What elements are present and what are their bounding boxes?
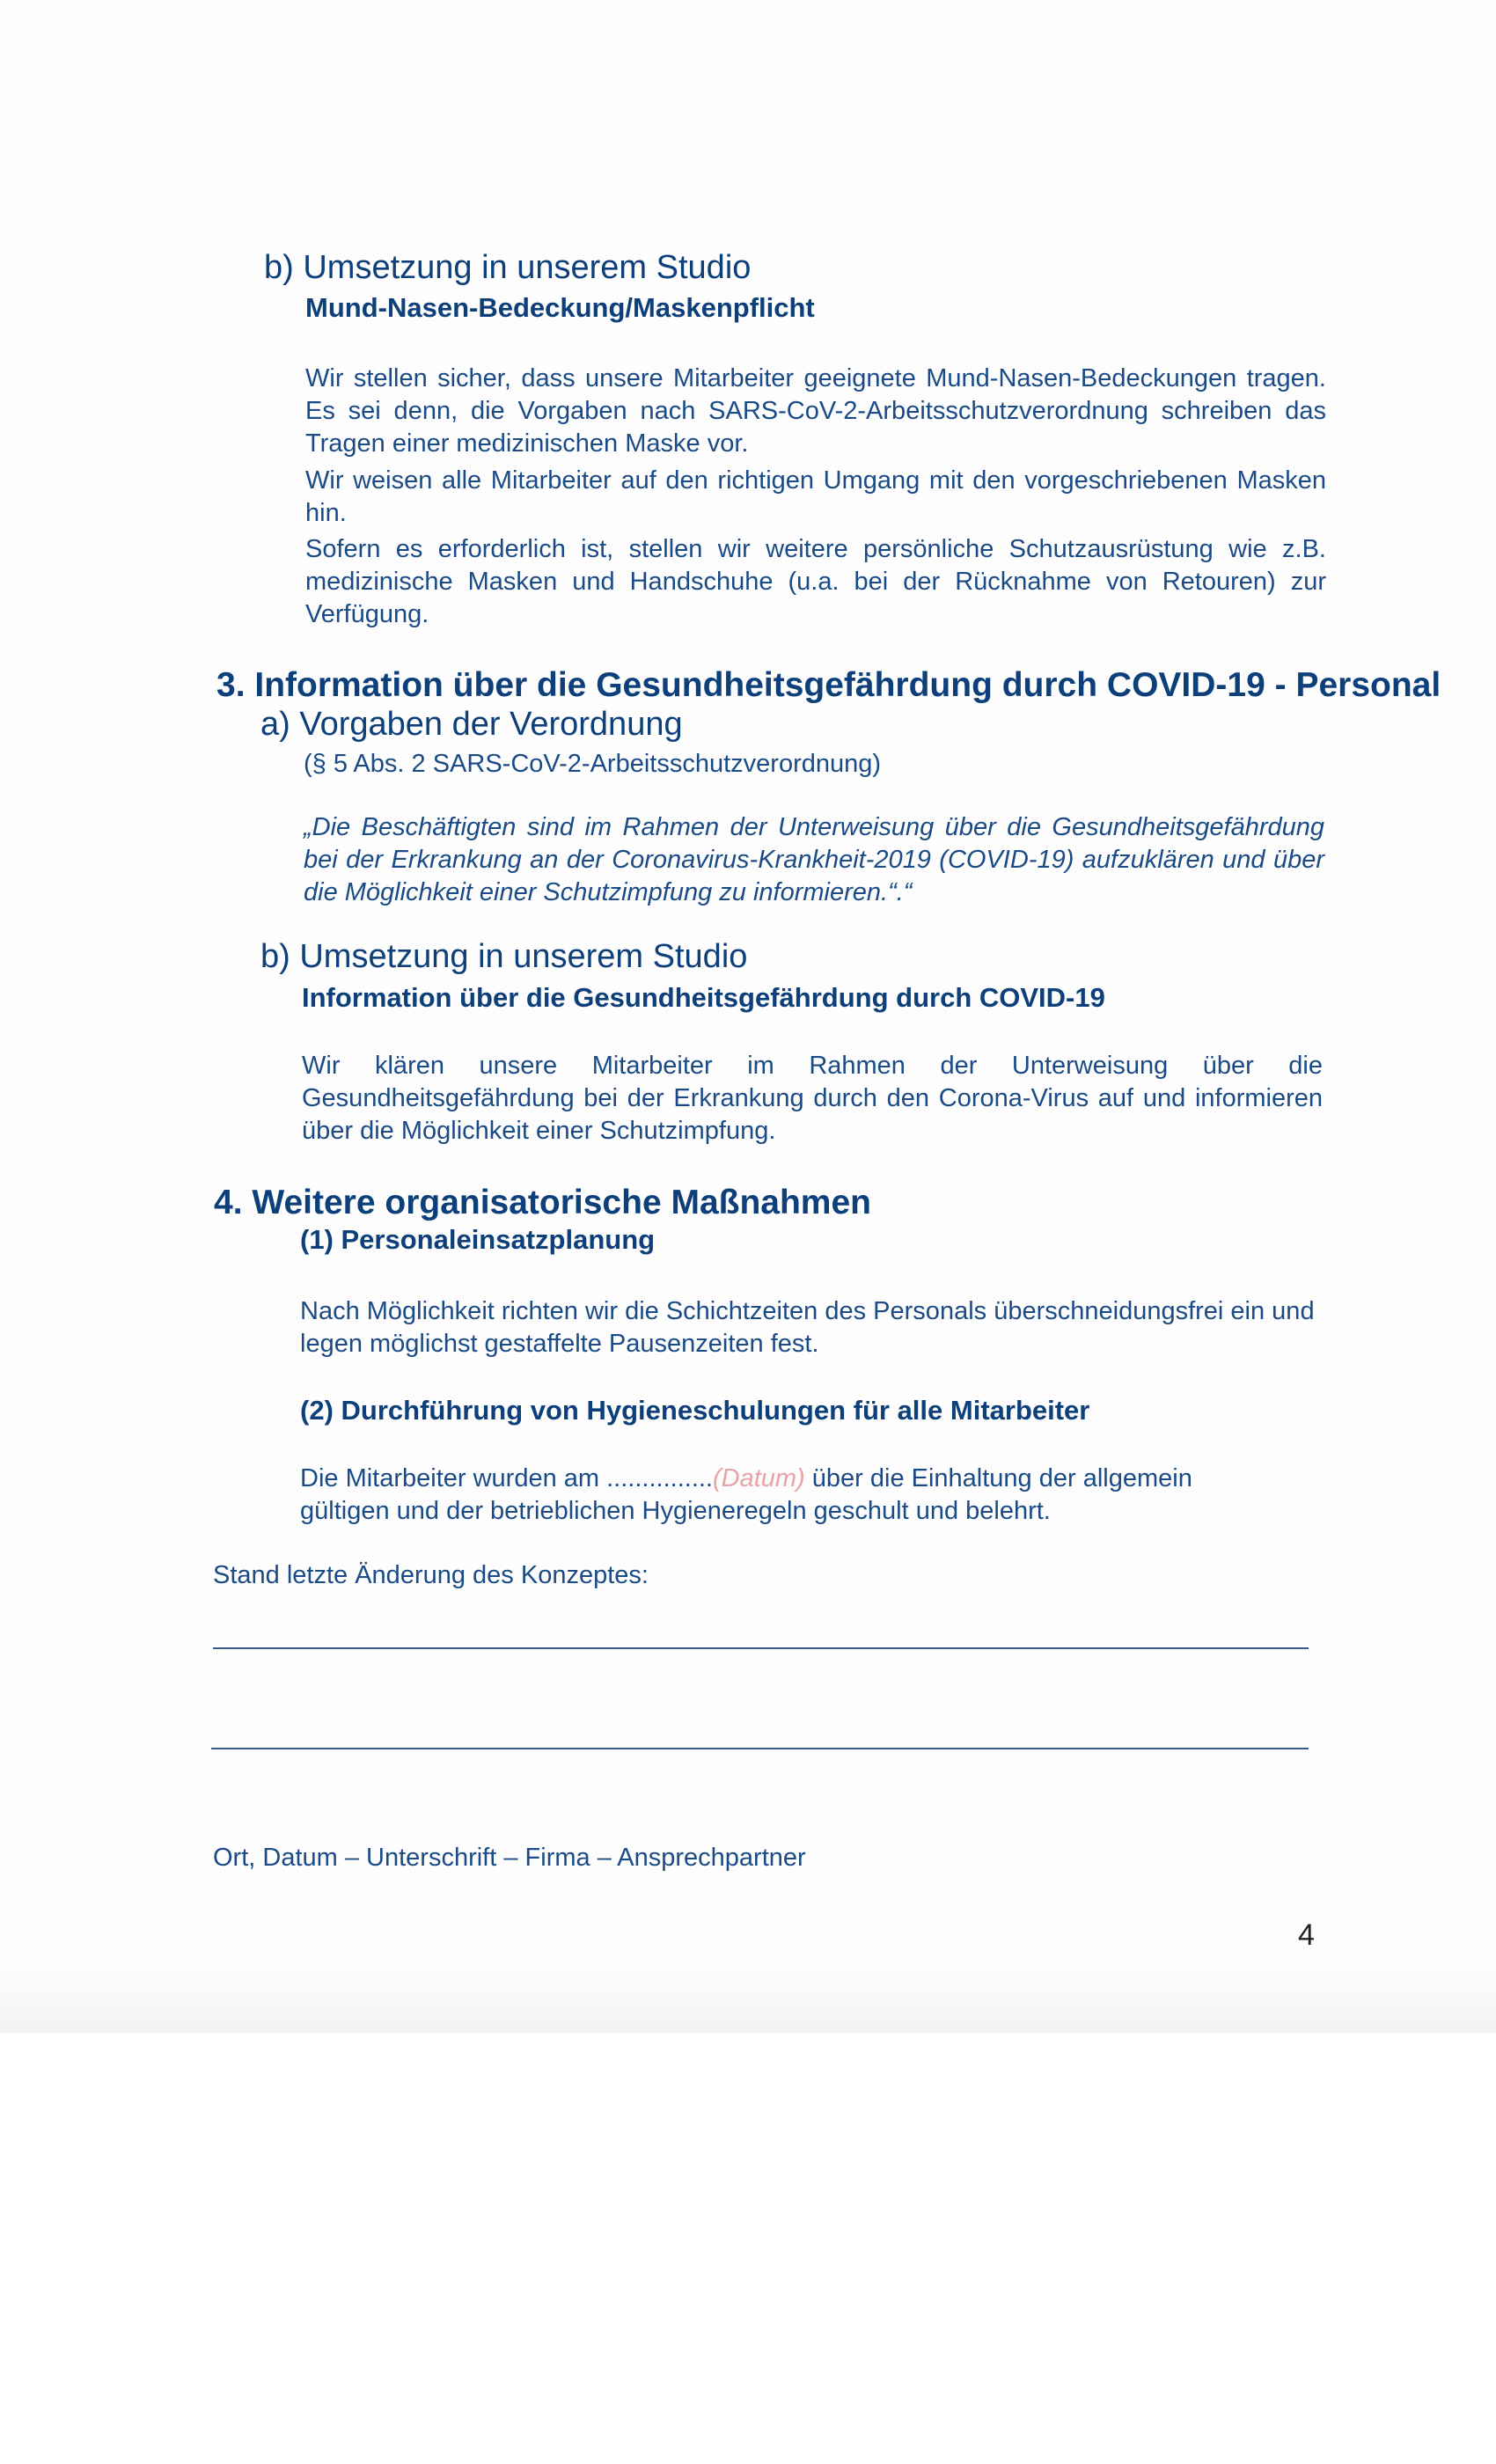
section-4-sub1-title: (1) Personaleinsatzplanung bbox=[300, 1224, 656, 1255]
section-4-sub2-title: (2) Durchführung von Hygieneschulungen für alle Mitarbeiter bbox=[300, 1395, 1090, 1426]
part-b1-letter: b) bbox=[264, 249, 294, 286]
section-4-sub1-text: Nach Möglichkeit richten wir die Schichtzeiten des Personals überschneidungsfrei ein und legen möglichst gestaffelte Pausenzeiten fest. bbox=[300, 1297, 1315, 1358]
section-3a-letter: a) bbox=[260, 706, 290, 743]
part-b1-heading bbox=[264, 249, 751, 287]
part-b1-paragraph-3: Sofern es erforderlich ist, stellen wir weitere persönliche Schutzausrüstung wie z.B. medizinische Masken und Handschuhe (u.a. bei der Rücknahme von Retouren) zur Verfügung. bbox=[305, 535, 1326, 628]
section-3a-heading-text: Vorgaben der Verordnung bbox=[299, 706, 683, 743]
section-3b-heading-text: Umsetzung in unserem Studio bbox=[299, 938, 748, 975]
section-3a-quote: „Die Beschäftigten sind im Rahmen der Unterweisung über die Gesundheitsgefährdung bei der Erkrankung an der Coronavirus-Krankheit-2019 (COVID-19) aufzuklären und über die Möglichkeit einer Schutzimpfung zu informieren.“.“ bbox=[304, 813, 1324, 906]
part-b1-paragraph-1: Wir stellen sicher, dass unsere Mitarbeiter geeignete Mund-Nasen-Bedeckungen tragen. Es sei denn, die Vorgaben nach SARS-CoV-2-Arbeitsschutzverordnung schreiben das Tragen einer medizinischen Maske vor. bbox=[305, 364, 1326, 458]
section-3-title: 3. Information über die Gesundheitsgefährdung durch COVID-19 - Personal bbox=[216, 666, 1441, 704]
signature-line-1 bbox=[213, 1647, 1309, 1649]
signature-line-2 bbox=[211, 1748, 1309, 1749]
part-b1-heading-text: Umsetzung in unserem Studio bbox=[303, 249, 752, 286]
section-4-sub2-text-after: über die Einhaltung der allgemein bbox=[804, 1464, 1192, 1492]
date-placeholder: (Datum) bbox=[712, 1464, 805, 1492]
section-4-sub2-text-before: Die Mitarbeiter wurden am ............... bbox=[300, 1464, 713, 1492]
section-3a-reference: (§ 5 Abs. 2 SARS-CoV-2-Arbeitsschutzverordnung) bbox=[304, 750, 882, 778]
part-b1-title: Mund-Nasen-Bedeckung/Maskenpflicht bbox=[305, 292, 815, 323]
scan-edge-shadow bbox=[0, 1962, 1496, 2033]
section-3b-heading bbox=[260, 938, 747, 976]
section-3b-letter: b) bbox=[260, 938, 290, 975]
section-3a-heading bbox=[260, 706, 683, 744]
section-3b-title: Information über die Gesundheitsgefährdung durch COVID-19 bbox=[302, 982, 1105, 1013]
section-3b-text: Wir klären unsere Mitarbeiter im Rahmen der Unterweisung über die Gesundheitsgefährdung bei der Erkrankung durch den Corona-Virus auf und informieren über die Möglichkeit einer Schutzimpfung. bbox=[302, 1052, 1323, 1145]
section-4-sub2-text-line2: gültigen und der betrieblichen Hygieneregeln geschult und belehrt. bbox=[300, 1497, 1051, 1525]
page-number: 4 bbox=[1298, 1918, 1315, 1952]
section-4-sub2-text bbox=[300, 1463, 1321, 1528]
blank-area bbox=[0, 2033, 1496, 2464]
stand-label: Stand letzte Änderung des Konzeptes: bbox=[213, 1561, 649, 1589]
part-b1-paragraph-2: Wir weisen alle Mitarbeiter auf den richtigen Umgang mit den vorgeschriebenen Masken hin. bbox=[305, 466, 1326, 527]
signature-caption: Ort, Datum – Unterschrift – Firma – Ansprechpartner bbox=[213, 1844, 806, 1872]
section-4-title: 4. Weitere organisatorische Maßnahmen bbox=[214, 1184, 871, 1221]
